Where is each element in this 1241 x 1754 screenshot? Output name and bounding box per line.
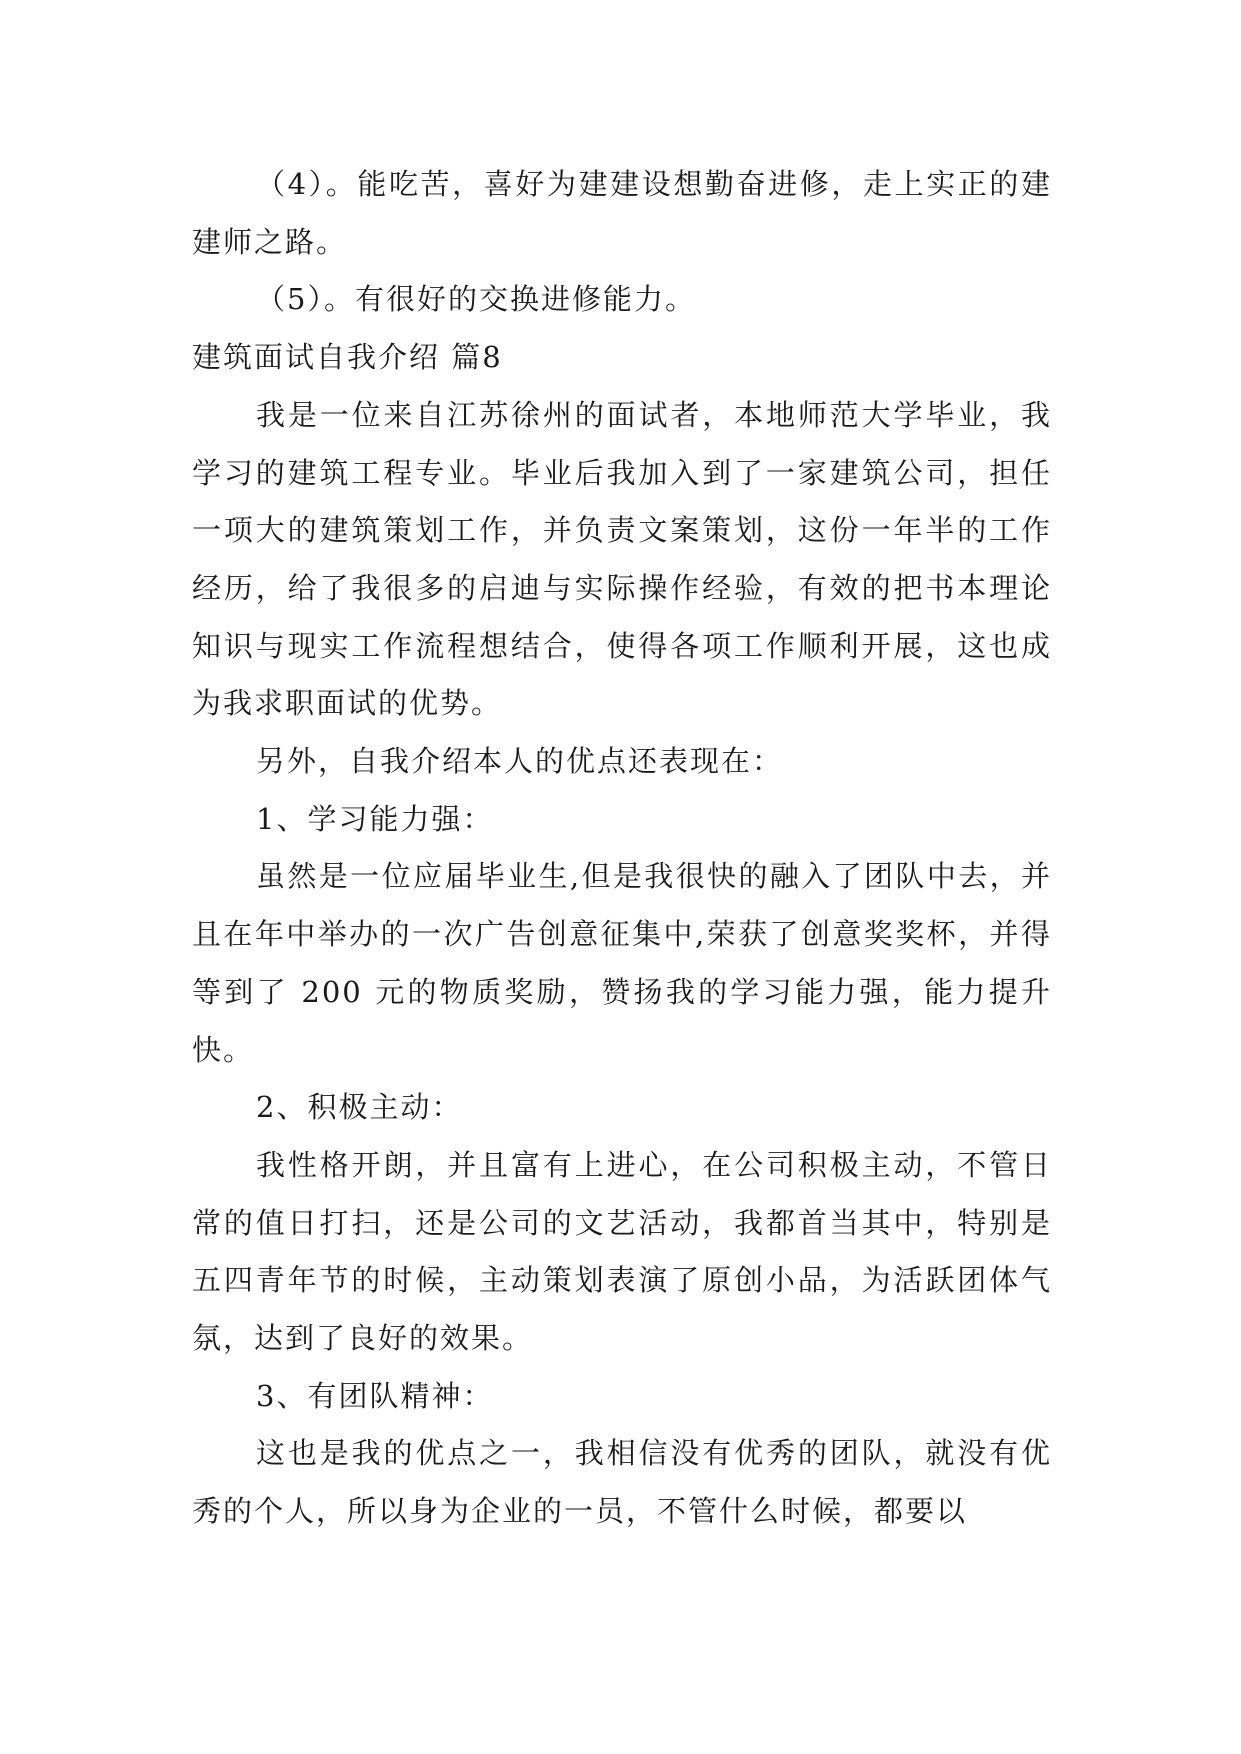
section-heading: 建筑面试自我介绍 篇8: [192, 340, 503, 375]
list-heading-3: 3、有团队精神：: [256, 1378, 494, 1413]
paragraph-item-4: （4）。能吃苦，喜好为建建设想勤奋进修，走上实正的建建师之路。: [192, 167, 1052, 259]
paragraph-strength-2: 我性格开朗，并且富有上进心，在公司积极主动，不管日常的值日打扫，还是公司的文艺活动，我都首当其中，特别是五四青年节的时候，主动策划表演了原创小品，为活跃团体气氛，达到了良好的效果。: [192, 1147, 1052, 1356]
paragraph-item-5: （5）。有很好的交换进修能力。: [256, 282, 696, 317]
paragraph-strength-3: 这也是我的优点之一，我相信没有优秀的团队，就没有优秀的个人，所以身为企业的一员，不管什么时候，都要以: [192, 1436, 1052, 1529]
list-heading-2: 2、积极主动：: [256, 1090, 463, 1125]
paragraph-intro: 我是一位来自江苏徐州的面试者，本地师范大学毕业，我学习的建筑工程专业。毕业后我加入到了一家建筑公司，担任一项大的建筑策划工作，并负责文案策划，这份一年半的工作经历，给了我很多的启迪与实际操作经验，有效的把书本理论知识与现实工作流程想结合，使得各项工作顺利开展，这也成为我求职面试的优势。: [192, 397, 1052, 721]
list-heading-1: 1、学习能力强：: [256, 801, 494, 836]
document-body: [192, 156, 1052, 1541]
paragraph-strengths-lead: 另外，自我介绍本人的优点还表现在：: [256, 744, 784, 779]
paragraph-strength-1: 虽然是一位应届毕业生,但是我很快的融入了团队中去，并且在年中举办的一次广告创意征集中,荣获了创意奖奖杯，并得等到了 200 元的物质奖励，赞扬我的学习能力强，能力提升快。: [192, 859, 1052, 1067]
